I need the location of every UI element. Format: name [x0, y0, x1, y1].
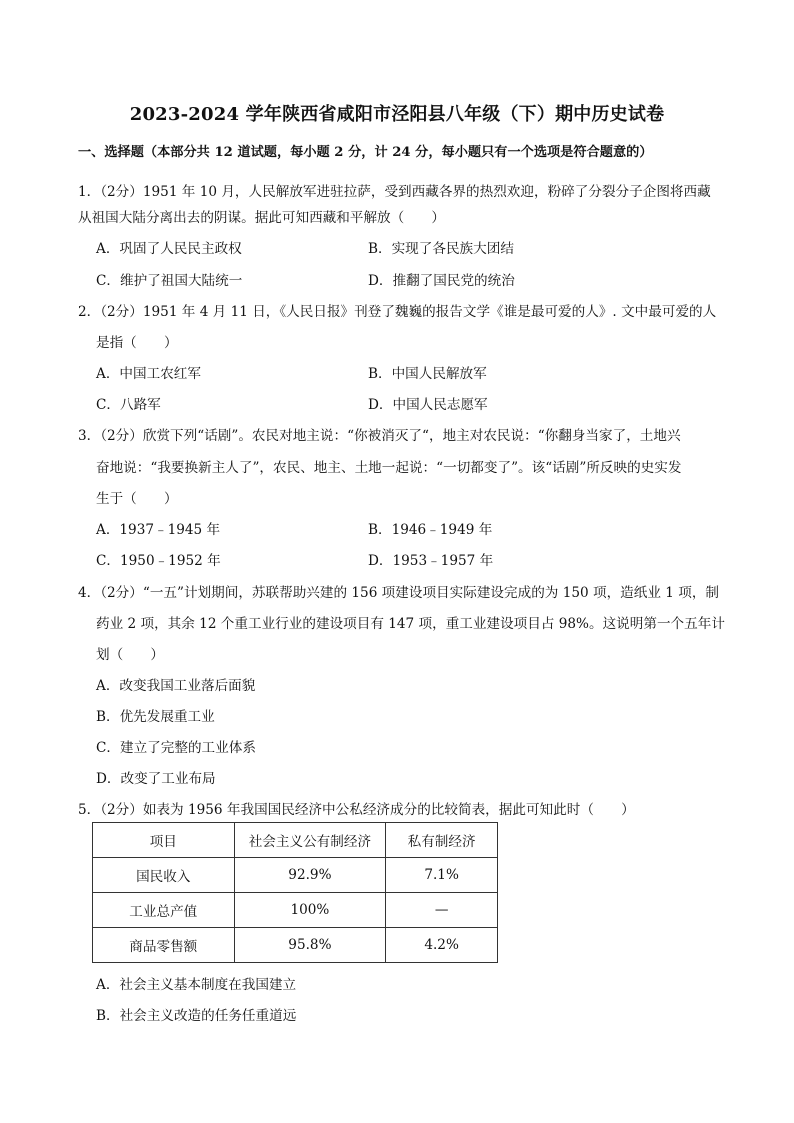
table-header-row: [93, 823, 498, 858]
table-row: [93, 928, 498, 963]
table-cell: 100%: [234, 893, 386, 928]
question-1-line-1: 1．（2分）1951 年 10 月，人民解放军进驻拉萨，受到西藏各界的热烈欢迎，粉碎了分裂分子企图将西藏: [78, 184, 711, 200]
question-3-line-2: 奋地说：“我要换新主人了”，农民、地主、土地一起说：“一切都变了”。该“话剧”所反映的史实发: [96, 460, 682, 476]
question-4-option-d[interactable]: D．改变了工业布局: [96, 771, 216, 787]
question-2-option-a[interactable]: A．中国工农红军: [96, 366, 201, 382]
question-1-option-a[interactable]: A．巩固了人民民主政权: [96, 241, 242, 257]
table-cell: 工业总产值: [93, 893, 235, 928]
table-cell: 92.9%: [234, 858, 386, 893]
question-1-line-2: 从祖国大陆分离出去的阴谋。据此可知西藏和平解放（ ）: [78, 210, 446, 226]
table-row: [93, 858, 498, 893]
table-cell: 7.1%: [386, 858, 498, 893]
question-1-option-b[interactable]: B．实现了各民族大团结: [368, 241, 514, 257]
economy-comparison-table: [92, 822, 498, 963]
question-2-option-d[interactable]: D．中国人民志愿军: [368, 397, 488, 413]
table-row: [93, 893, 498, 928]
question-3-option-d[interactable]: D．1953﹣1957 年: [368, 553, 494, 569]
exam-title: 2023-2024 学年陕西省咸阳市泾阳县八年级（下）期中历史试卷: [129, 104, 665, 125]
question-4-line-2: 药业 2 项，其余 12 个重工业行业的建设项目有 147 项，重工业建设项目占 98%。这说明第一个五年计: [96, 616, 725, 632]
question-5-option-b[interactable]: B．社会主义改造的任务任重道远: [96, 1008, 297, 1024]
question-1-option-d[interactable]: D．推翻了国民党的统治: [368, 273, 515, 289]
table-cell: —: [386, 893, 498, 928]
table-cell: 国民收入: [93, 858, 235, 893]
question-5-option-a[interactable]: A．社会主义基本制度在我国建立: [96, 977, 297, 993]
question-2-option-c[interactable]: C．八路军: [96, 397, 161, 413]
question-2-line-1: 2．（2分）1951 年 4 月 11 日，《人民日报》刊登了魏巍的报告文学《谁是最可爱的人》. 文中最可爱的人: [78, 304, 717, 320]
question-2-option-b[interactable]: B．中国人民解放军: [368, 366, 487, 382]
question-3-option-a[interactable]: A．1937﹣1945 年: [96, 522, 221, 538]
table-header-cell: 私有制经济: [386, 823, 498, 858]
question-1-option-c[interactable]: C．维护了祖国大陆统一: [96, 273, 243, 289]
question-3-option-b[interactable]: B．1946﹣1949 年: [368, 522, 493, 538]
question-3-line-3: 生于（ ）: [96, 491, 178, 507]
table-cell: 95.8%: [234, 928, 386, 963]
question-4-line-1: 4．（2分）“一五”计划期间，苏联帮助兴建的 156 项建设项目实际建设完成的为 150 项，造纸业 1 项，制: [78, 585, 720, 601]
question-4-option-c[interactable]: C．建立了完整的工业体系: [96, 740, 256, 756]
question-3-line-1: 3．（2分）欣赏下列“话剧”。农民对地主说：“你被消灭了“，地主对农民说：“你翻身当家了，土地兴: [78, 428, 681, 444]
question-4-option-b[interactable]: B．优先发展重工业: [96, 709, 215, 725]
section-heading: 一、选择题（本部分共 12 道试题，每小题 2 分，计 24 分，每小题只有一个选项是符合题意的）: [78, 145, 653, 160]
question-3-option-c[interactable]: C．1950﹣1952 年: [96, 553, 221, 569]
question-5-line-1: 5．（2分）如表为 1956 年我国国民经济中公私经济成分的比较简表，据此可知此时（ ）: [78, 802, 635, 818]
question-4-line-3: 划（ ）: [96, 647, 164, 663]
table-cell: 4.2%: [386, 928, 498, 963]
question-4-option-a[interactable]: A．改变我国工业落后面貌: [96, 678, 256, 694]
question-2-line-2: 是指（ ）: [96, 335, 178, 351]
table-header-cell: 社会主义公有制经济: [234, 823, 386, 858]
table-header-cell: 项目: [93, 823, 235, 858]
table-cell: 商品零售额: [93, 928, 235, 963]
